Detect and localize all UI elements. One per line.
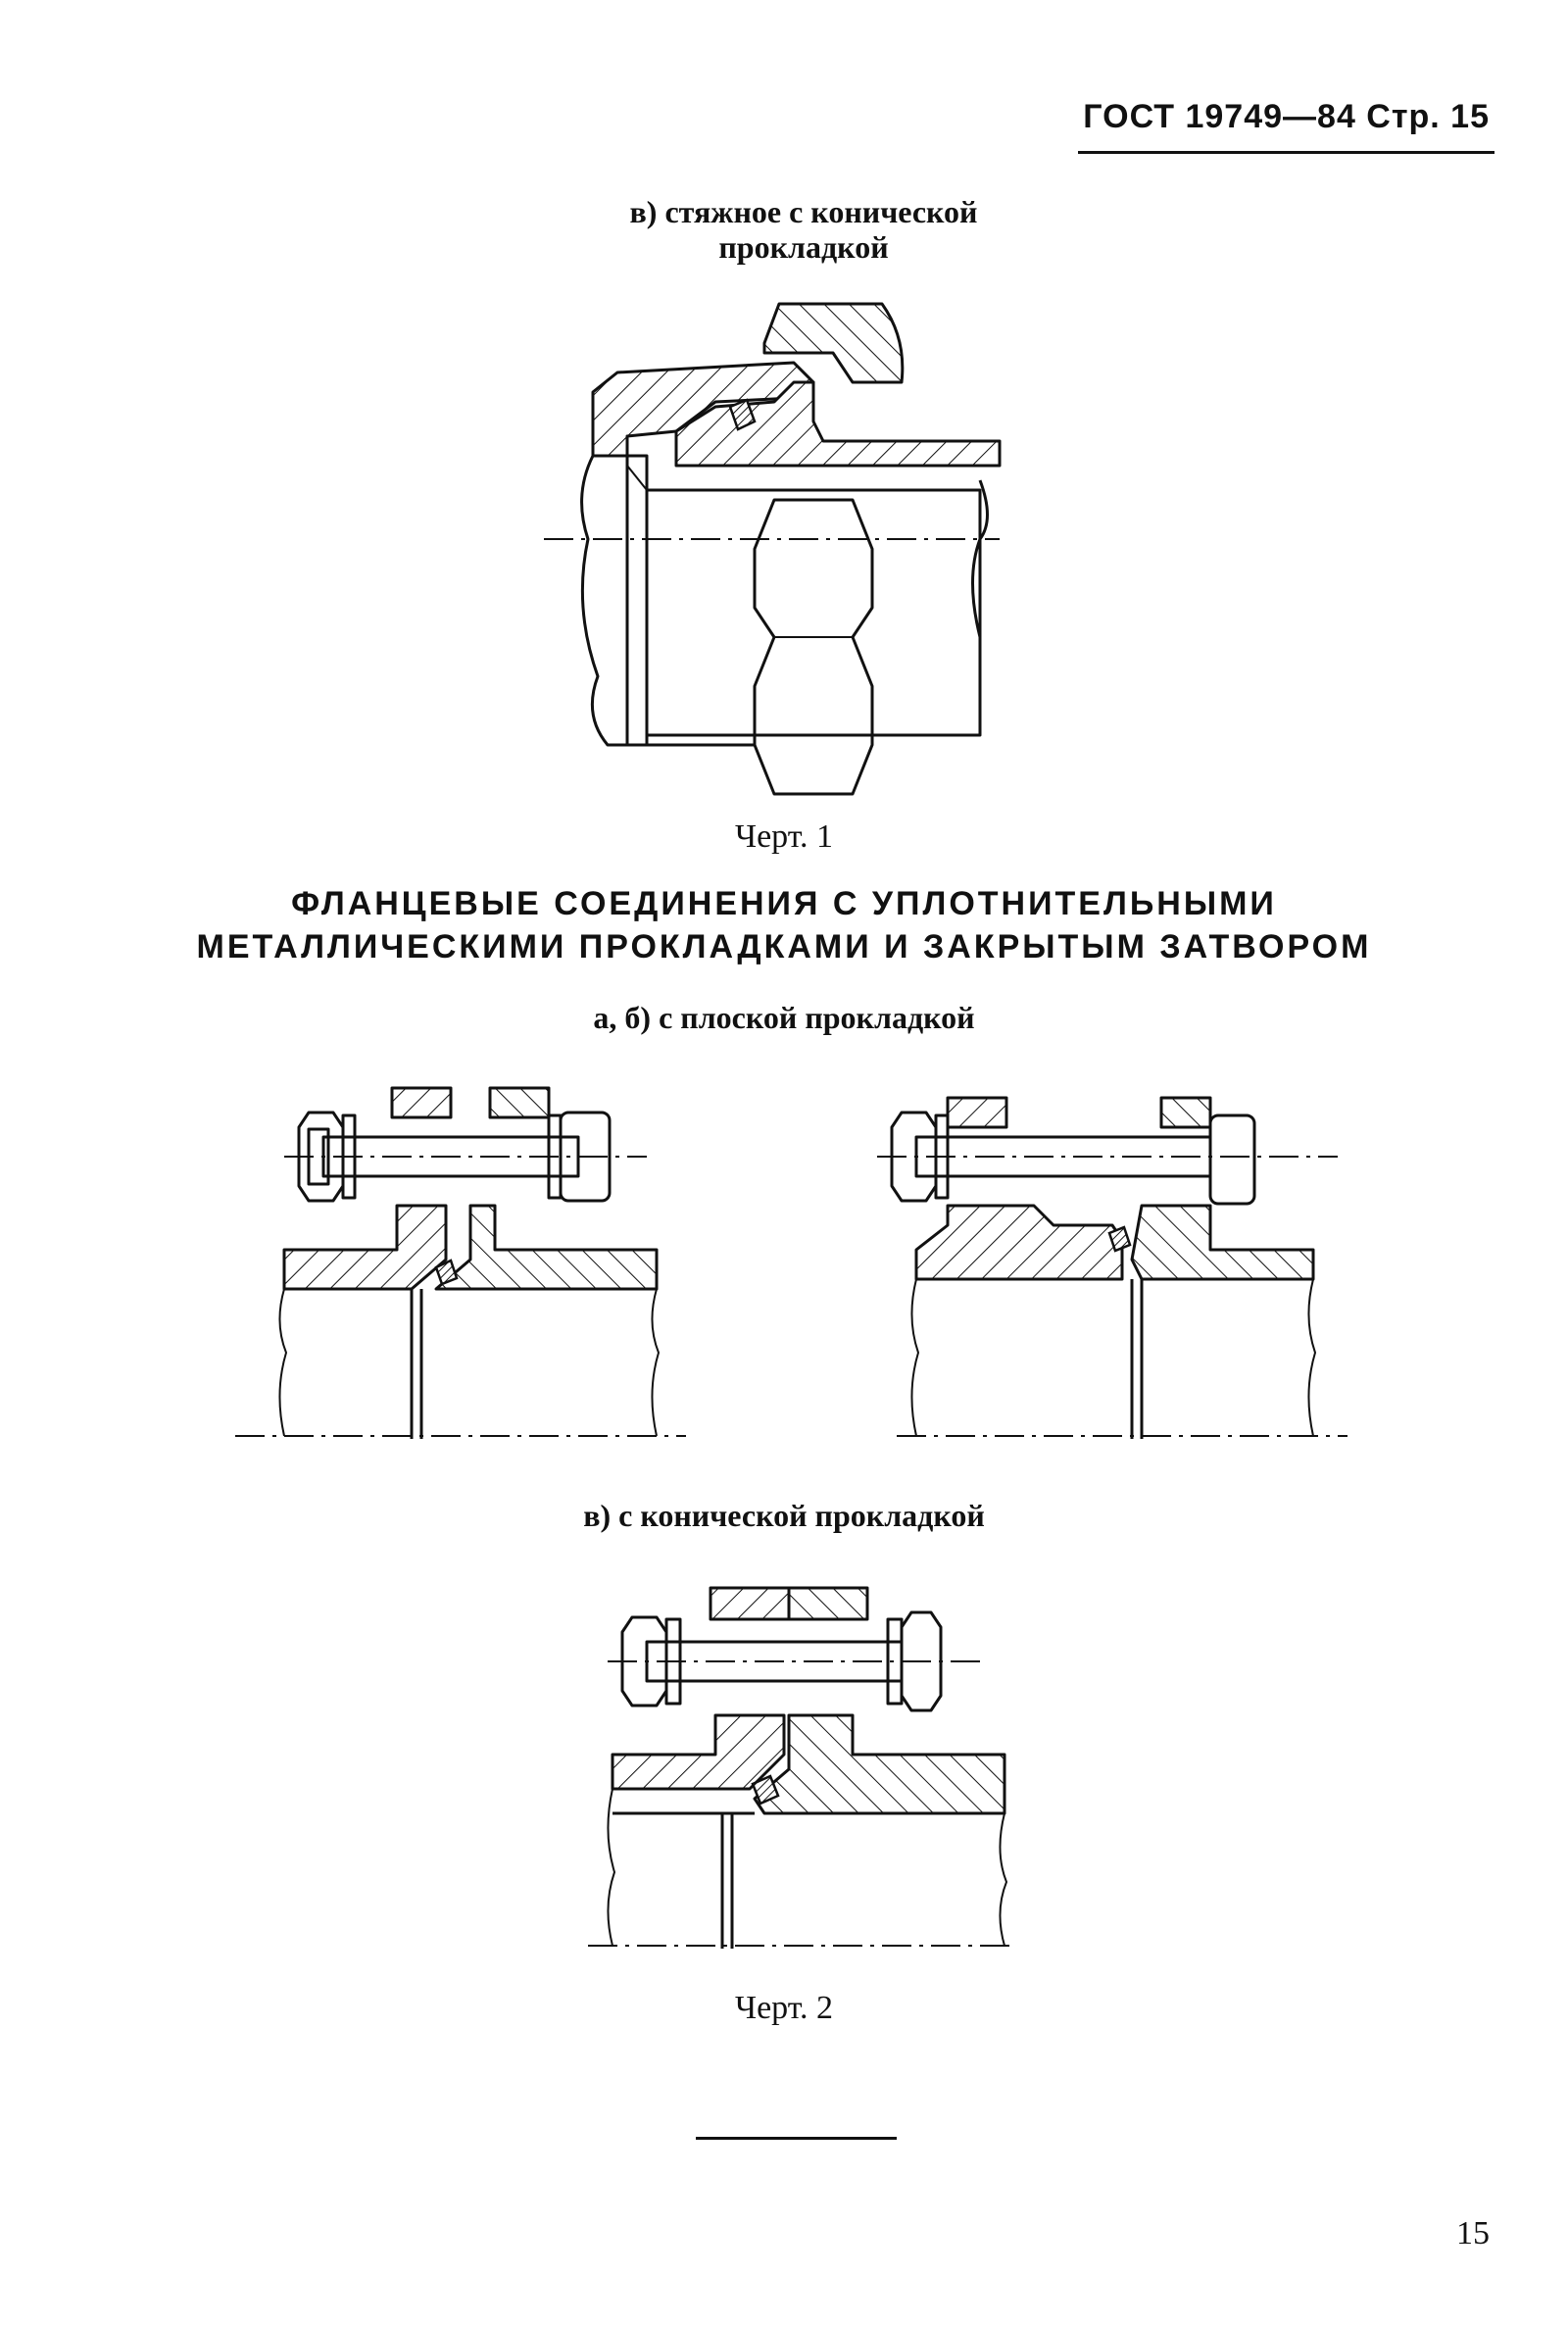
page-number: 15 [1456,2215,1490,2251]
figure1-collar-chamfer [627,466,647,490]
figure2a-lower-right-flange [436,1206,657,1289]
figure2b-left-break [911,1279,918,1436]
figure2a-lower-left-flange [284,1206,446,1289]
section-heading [118,882,1450,968]
figure2b-bolt-head [1210,1115,1254,1204]
figure2v-lower-left-flange [612,1715,784,1789]
section-heading-line1: ФЛАНЦЕВЫЕ СОЕДИНЕНИЯ С УПЛОТНИТЕЛЬНЫМИ [291,885,1277,922]
figure2v-upper-left-flange [710,1588,789,1619]
figure2a-upper-left-flange [392,1088,451,1117]
end-rule [696,2137,897,2140]
page-header: ГОСТ 19749—84 Стр. 15 [1083,98,1490,135]
figure1-right-pipe-body [647,490,980,735]
figure2b-lower-left-flange [916,1206,1122,1279]
figure2a-right-break [652,1289,659,1436]
figure2b-upper-right-flange [1161,1098,1210,1127]
figure1-left-collar [627,456,647,745]
figure2b-flat-gasket-drawing [867,1068,1357,1451]
figure1-union-fitting-drawing [529,284,1019,814]
figure1-caption-line2: прокладкой [718,229,889,265]
figure2v-lower-right-flange [755,1715,1004,1813]
figure1-caption-line1: в) стяжное с конической [629,194,978,229]
figure1-caption [490,194,1117,265]
figure2b-upper-left-flange [948,1098,1006,1127]
figure1-union-nut-hex [755,500,872,794]
header-rule [1078,151,1494,154]
section-heading-line2: МЕТАЛЛИЧЕСКИМИ ПРОКЛАДКАМИ И ЗАКРЫТЫМ ЗАТВОРОМ [196,928,1372,965]
figure2-label: Черт. 2 [734,1990,834,2026]
figure1-label: Черт. 1 [734,818,834,855]
figure2v-upper-right-flange [789,1588,867,1619]
figure2v-right-break [1000,1813,1006,1946]
figure2a-upper-right-flange [490,1088,549,1117]
figure2b-right-break [1308,1279,1315,1436]
figure2-caption-v: в) с конической прокладкой [583,1498,985,1533]
figure2a-left-break [279,1289,286,1436]
figure2-caption-ab: а, б) с плоской прокладкой [593,1000,975,1035]
figure2v-conical-gasket-drawing [588,1568,1019,1960]
figure2a-flat-gasket-drawing [225,1068,696,1451]
figure1-left-pipe-break [582,456,627,745]
figure2b-lower-right-flange [1132,1206,1313,1279]
